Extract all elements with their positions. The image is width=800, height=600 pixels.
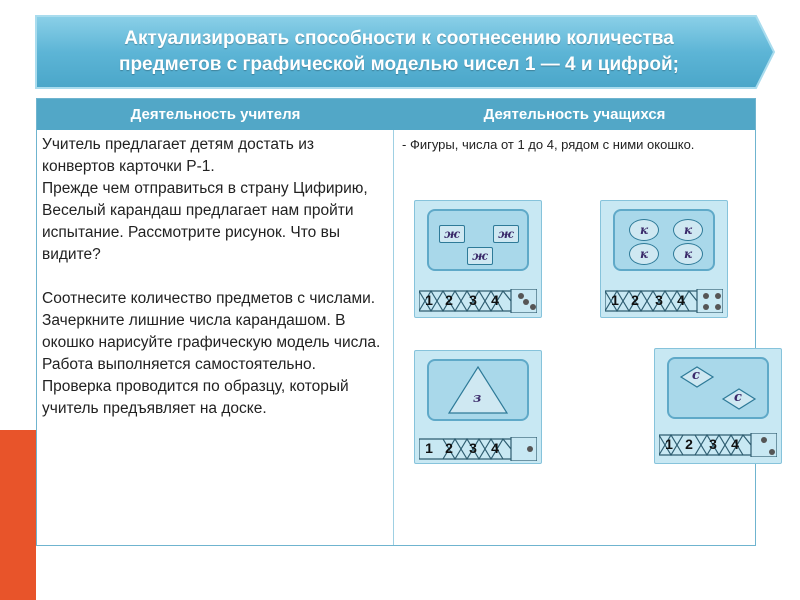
chip-shape: ж: [467, 247, 493, 265]
table-header-row: [37, 99, 755, 130]
number-3: 3: [469, 440, 477, 456]
card-picture-window: [427, 359, 529, 421]
teacher-activity-text: Учитель предлагает детям достать из конвертов карточки Р-1. Прежде чем отправиться в страну Цифирию, Веселый карандаш предлагает нам пройти испытание. Рассмотрите рисунок. Что вы видите? Соотнесите количество предметов с числами. Зачеркните лишние числа карандашом. В окошко нарисуйте графическую модель числа. Работа выполняется самостоятельно. Проверка проводится по образцу, который учитель предъявляет на доске.: [42, 136, 381, 417]
title-banner: [34, 14, 776, 90]
header-teacher: Деятельность учителя: [130, 106, 301, 123]
triangle-label: з: [473, 391, 482, 406]
circle-shape: к: [673, 243, 703, 265]
number-4: 4: [731, 436, 739, 452]
triangle-shape: [429, 361, 527, 419]
card-circles: [600, 200, 728, 318]
number-3: 3: [655, 292, 663, 308]
banner-title-line-1: Актуализировать способности к соотнесению количества: [124, 28, 674, 49]
card-picture-window: [427, 209, 529, 271]
model-dot: [527, 446, 533, 452]
number-3: 3: [709, 436, 717, 452]
number-3: 3: [469, 292, 477, 308]
chip-shape: ж: [439, 225, 465, 243]
pupils-column: [394, 130, 755, 545]
number-row: [419, 437, 537, 461]
teacher-column: [37, 130, 394, 545]
number-2: 2: [445, 292, 453, 308]
number-4: 4: [491, 440, 499, 456]
circle-shape: к: [673, 219, 703, 241]
model-dot: [703, 293, 709, 299]
number-4: 4: [491, 292, 499, 308]
card-triangle: [414, 350, 542, 464]
number-2: 2: [445, 440, 453, 456]
orange-corner-decoration: [0, 430, 36, 600]
activity-table: [36, 98, 756, 546]
number-1: 1: [425, 292, 433, 308]
pupil-activity-text: - Фигуры, числа от 1 до 4, рядом с ними окошко.: [402, 137, 695, 152]
card-rhombus: [654, 348, 782, 464]
banner-title: [54, 26, 744, 78]
number-row: [659, 433, 777, 457]
number-row: [419, 289, 537, 313]
model-dot: [518, 293, 524, 299]
model-dot: [703, 304, 709, 310]
card-picture-window: [667, 357, 769, 419]
number-2: 2: [631, 292, 639, 308]
model-dot: [530, 304, 536, 310]
model-dot: [769, 449, 775, 455]
model-dot: [761, 437, 767, 443]
number-1: 1: [611, 292, 619, 308]
number-1: 1: [665, 436, 673, 452]
header-pupils: Деятельность учащихся: [483, 106, 666, 123]
number-4: 4: [677, 292, 685, 308]
model-dot: [715, 293, 721, 299]
circle-shape: к: [629, 219, 659, 241]
number-1: 1: [425, 440, 433, 456]
chip-shape: ж: [493, 225, 519, 243]
banner-title-line-2: предметов с графической моделью чисел 1 — 4 и цифрой;: [118, 54, 680, 75]
card-picture-window: [613, 209, 715, 271]
number-2: 2: [685, 436, 693, 452]
circle-shape: к: [629, 243, 659, 265]
rhombus-shapes: [669, 359, 767, 417]
number-row: [605, 289, 723, 313]
rhombus-label: с: [734, 390, 742, 405]
model-dot: [523, 299, 529, 305]
card-squares: [414, 200, 542, 318]
model-dot: [715, 304, 721, 310]
rhombus-label: с: [692, 368, 700, 383]
